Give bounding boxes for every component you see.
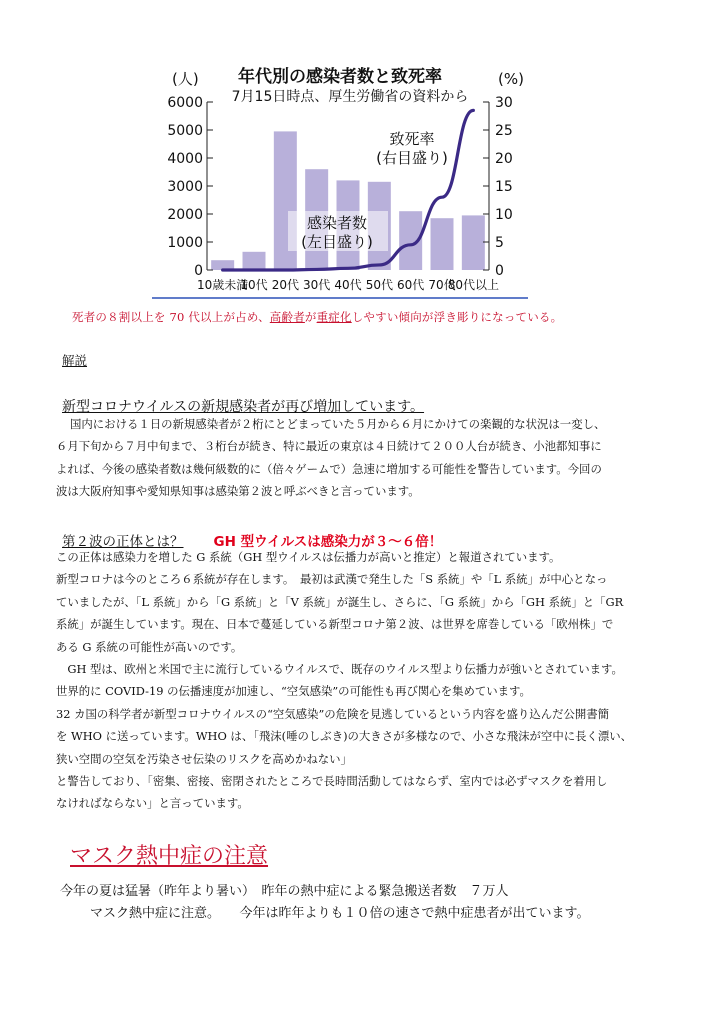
chart-subtitle: 7月15日時点、厚生労働省の資料から: [231, 89, 469, 105]
caption-elderly: 高齢者: [269, 310, 305, 324]
paragraph-line: 新型コロナは今のところ６系統が存在します。 最初は武漢で発生した「S 系統」や「L 系統」が中心となっ: [56, 572, 608, 587]
caption-text-2: が: [304, 310, 317, 324]
paragraph-line: GH 型は、欧州と米国で主に流行しているウイルスで、既存のウイルス型より伝播力が強いとされています。: [56, 662, 623, 677]
bar-8: [462, 215, 485, 270]
bar-annotation-1: 感染者数: [306, 214, 368, 232]
mask-line-1: 今年の夏は猛暑（昨年より暑い） 昨年の熱中症による緊急搬送者数 ７万人: [60, 884, 509, 899]
caption-text-3: しやすい傾向が浮き彫りになっている。: [351, 310, 563, 324]
second-wave-label: 第２波の正体とは？: [62, 534, 184, 550]
category-label: 60代: [397, 278, 425, 292]
paragraph-line: 系統」が誕生しています。現在、日本で蔓延している新型コロナ第２波、は世界を席巻している「欧州株」で: [56, 617, 614, 632]
category-label: 40代: [334, 278, 362, 292]
paragraph-infection-trend: [56, 413, 684, 503]
paragraph-line: よれば、今後の感染者数は幾何級数的に（倍々ゲームで）急速に増加する可能性を警告しています。今回の: [56, 461, 602, 476]
chart-container: [150, 62, 530, 302]
gh-highlight: GH 型ウイルスは感染力が３～６倍！: [213, 534, 443, 550]
category-label: 10代: [240, 278, 268, 292]
left-tick-label: 2000: [167, 207, 203, 223]
category-label: 80代以上: [447, 278, 499, 292]
paragraph-line: と警告しており、「密集、密接、密閉されたところで長時間活動してはならず、室内では必ずマスクを着用し: [56, 774, 608, 789]
line-annotation-2: (右目盛り): [376, 149, 448, 167]
paragraph-line: 狭い空間の空気を汚染させ伝染のリスクを高めかねない」: [56, 751, 352, 766]
right-tick-label: 15: [495, 179, 513, 195]
chart-title: 年代別の感染者数と致死率: [238, 67, 442, 87]
caption-text-1: 死者の８割以上を 70 代以上が占め、: [72, 310, 270, 324]
paragraph-line: この正体は感染力を増した G 系統（GH 型ウイルスは伝播力が高いと推定）と報道されています。: [56, 550, 561, 564]
heading-new-infections: 新型コロナウイルスの新規感染者が再び増加しています。: [62, 399, 425, 415]
left-tick-label: 0: [194, 263, 203, 279]
paragraph-line: ある G 系統の可能性が高いのです。: [56, 639, 243, 654]
left-tick-label: 5000: [167, 123, 203, 139]
left-unit-label: (人): [172, 70, 199, 88]
paragraph-line: なければならない」と言っています。: [56, 796, 249, 811]
right-tick-label: 5: [495, 235, 504, 251]
category-label: 30代: [303, 278, 331, 292]
mask-heatstroke-title: マスク熱中症の注意: [70, 844, 269, 869]
left-tick-label: 6000: [167, 95, 203, 111]
bar-7: [431, 218, 454, 270]
caption-severe: 重症化: [316, 310, 352, 324]
bar-1: [243, 252, 266, 270]
right-unit-label: (%): [498, 70, 524, 88]
line-annotation-1: 致死率: [389, 130, 435, 148]
left-tick-label: 1000: [167, 235, 203, 251]
paragraph-line: を WHO に送っています。WHO は、｢飛沫(唾のしぶき)の大きさが多様なので、小さな飛沫が空中に長く漂い、: [56, 729, 633, 744]
category-label: 50代: [365, 278, 393, 292]
category-label: 10歳未満: [197, 278, 249, 292]
paragraph-gh-virus: [56, 546, 684, 815]
category-label: 70代: [428, 278, 456, 292]
left-tick-label: 3000: [167, 179, 203, 195]
category-label: 20代: [271, 278, 299, 292]
right-tick-label: 10: [495, 207, 513, 223]
paragraph-line: ６月下旬から７月中旬まで、３桁台が続き、特に最近の東京は４日続けて２００人台が続き、小池都知事に: [56, 439, 602, 454]
section-label: 解説: [62, 353, 88, 368]
right-tick-label: 0: [495, 263, 504, 279]
paragraph-line: ていましたが、「L 系統」から「G 系統」と「V 系統」が誕生し、さらに、「G 系統」から「GH 系統」と「GR: [56, 594, 624, 609]
paragraph-line: 32 カ国の科学者が新型コロナウイルスの“空気感染”の危険を見逃しているという内容を盛り込んだ公開書簡: [56, 706, 610, 721]
age-infection-chart: [150, 62, 530, 302]
right-tick-label: 30: [495, 95, 513, 111]
paragraph-line: 世界的に COVID-19 の伝播速度が加速し、“空気感染”の可能性も再び関心を集めています。: [56, 684, 531, 699]
paragraph-line: 国内における１日の新規感染者が２桁にとどまっていた５月から６月にかけての楽観的な状況は一変し、: [70, 417, 606, 431]
chart-caption: [72, 309, 562, 325]
mask-line-2: マスク熱中症に注意。 今年は昨年よりも１０倍の速さで熱中症患者が出ています。: [90, 906, 590, 921]
paragraph-line: 波は大阪府知事や愛知県知事は感染第２波と呼ぶべきと言っています。: [56, 484, 420, 499]
bar-annotation-2: (左目盛り): [301, 233, 373, 251]
left-tick-label: 4000: [167, 151, 203, 167]
right-tick-label: 20: [495, 151, 513, 167]
right-tick-label: 25: [495, 123, 513, 139]
